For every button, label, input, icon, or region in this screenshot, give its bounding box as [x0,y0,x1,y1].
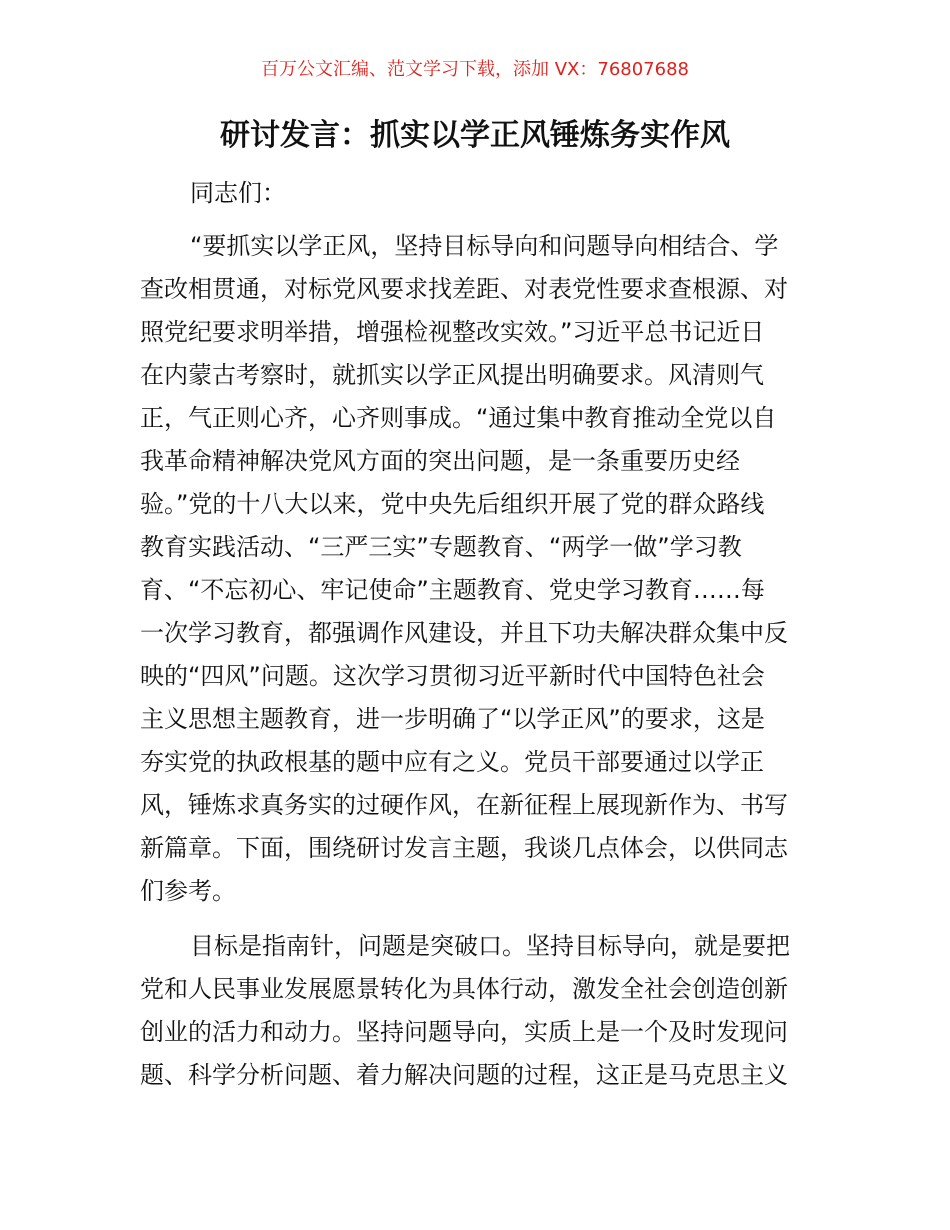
text-line: 风，锤炼求真务实的过硬作风，在新征程上展现新作为、书写 [140,791,788,819]
text-line: “要抓实以学正风，坚持目标导向和问题导向相结合、学 [190,232,779,260]
text-line: 照党纪要求明举措，增强检视整改实效。”习近平总书记近日 [140,318,765,346]
text-line: 主义思想主题教育，进一步明确了“以学正风”的要求，这是 [140,705,765,733]
text-line: 夯实党的执政根基的题中应有之义。党员干部要通过以学正 [140,748,764,776]
text-line: 教育实践活动、“三严三实”专题教育、“两学一做”学习教 [140,533,742,561]
text-line: 们参考。 [140,877,236,905]
paragraph-1 [140,225,788,913]
text-line: 在内蒙古考察时，就抓实以学正风提出明确要求。风清则气 [140,361,764,389]
text-line: 题、科学分析问题、着力解决问题的过程，这正是马克思主义 [140,1061,788,1089]
text-line: 新篇章。下面，围绕研讨发言主题，我谈几点体会，以供同志 [140,834,788,862]
text-line: 查改相贯通，对标党风要求找差距、对表党性要求查根源、对 [140,275,788,303]
text-line: 育、“不忘初心、牢记使命”主题教育、党史学习教育……每 [140,576,765,604]
text-line: 我革命精神解决党风方面的突出问题，是一条重要历史经 [140,447,740,475]
text-line: 正，气正则心齐，心齐则事成。“通过集中教育推动全党以自 [140,404,777,432]
text-line: 一次学习教育，都强调作风建设，并且下功夫解决群众集中反 [140,619,788,647]
document-title: 研讨发言：抓实以学正风锤炼务实作风 [220,118,730,153]
text-line: 映的“四风”问题。这次学习贯彻习近平新时代中国特色社会 [140,662,765,690]
salutation: 同志们： [190,179,286,207]
text-line: 创业的活力和动力。坚持问题导向，实质上是一个及时发现问 [140,1018,788,1046]
text-line: 目标是指南针，问题是突破口。坚持目标导向，就是要把 [190,932,790,960]
text-line: 党和人民事业发展愿景转化为具体行动，激发全社会创造创新 [140,975,788,1003]
paragraph-2 [140,925,790,1097]
header-notice: 百万公文汇编、范文学习下载，添加 VX：76807688 [261,59,689,80]
text-line: 验。”党的十八大以来，党中央先后组织开展了党的群众路线 [140,490,765,518]
